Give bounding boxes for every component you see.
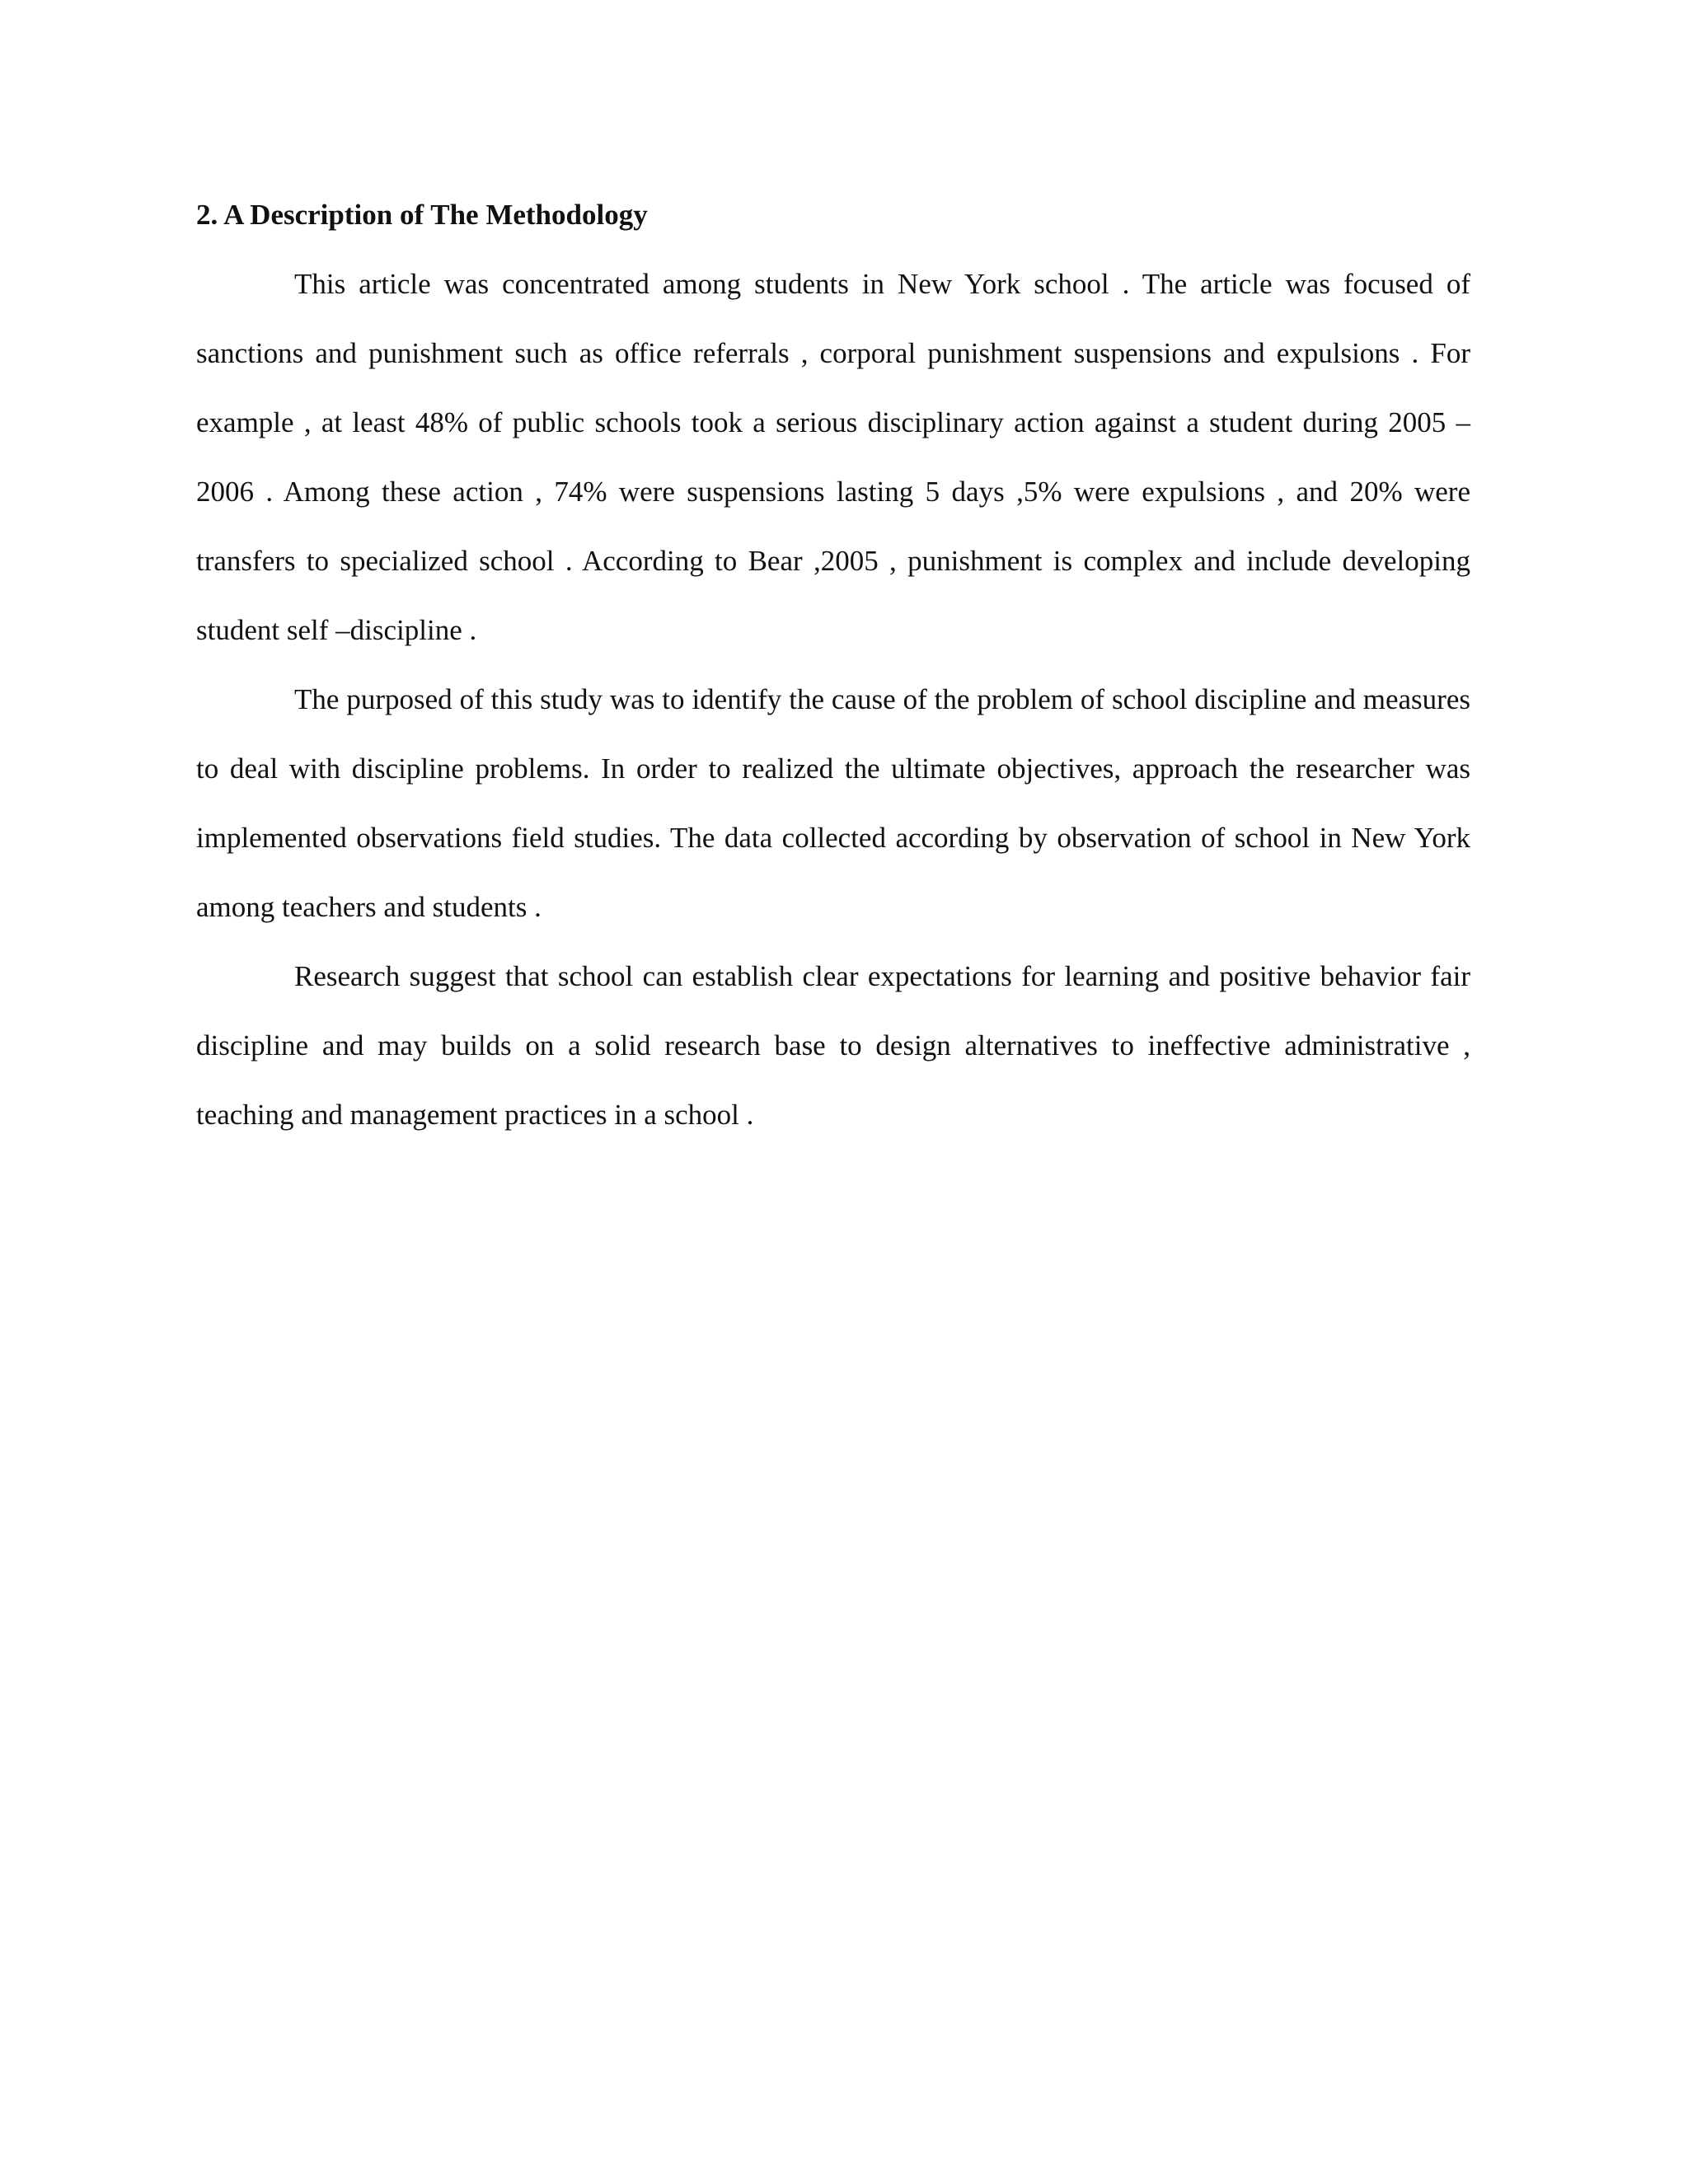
section-heading: 2. A Description of The Methodology <box>196 199 648 231</box>
paragraph-purpose: The purposed of this study was to identify the cause of the problem of school discipline and measures to deal with discipline problems. In order to realized the ultimate objectives, approach the researcher was implemented observations field studies. The data collected according by observation of school in New York among teachers and students . <box>196 683 1470 923</box>
document-body <box>196 191 1470 1150</box>
paragraph-intro: This article was concentrated among students in New York school . The article was focused of sanctions and punishment such as office referrals , corporal punishment suspensions and expulsions . For example , at least 48% of public schools took a serious disciplinary action against a student during 2005 – 2006 . Among these action , 74% were suspensions lasting 5 days ,5% were expulsions , and 20% were transfers to specialized school . According to Bear ,2005 , punishment is complex and include developing student self –discipline . <box>196 268 1470 646</box>
paragraph-research: Research suggest that school can establish clear expectations for learning and positive behavior fair discipline and may builds on a solid research base to design alternatives to ineffective administrative , teaching and management practices in a school . <box>196 960 1470 1131</box>
